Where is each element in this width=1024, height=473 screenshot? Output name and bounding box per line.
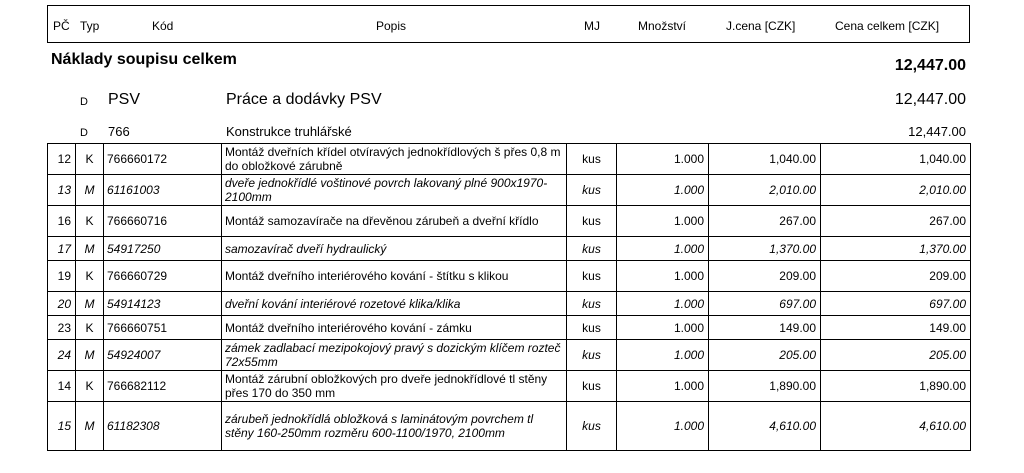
cell-typ: K	[76, 371, 104, 402]
summary-total: 12,447.00	[894, 57, 966, 74]
table-row	[48, 237, 971, 261]
table-header	[47, 5, 970, 43]
cell-jcena: 697.00	[709, 292, 821, 316]
table-row	[48, 371, 971, 402]
cell-typ: K	[76, 206, 104, 237]
cell-mj: kus	[567, 371, 617, 402]
cell-kod: 766660716	[104, 206, 222, 237]
cell-kod: 766660729	[104, 261, 222, 292]
cell-mj: kus	[567, 340, 617, 371]
cell-mnozstvi: 1.000	[617, 371, 709, 402]
cell-kod: 766660751	[104, 316, 222, 340]
col-header-cena-celkem: Cena celkem [CZK]	[835, 19, 940, 33]
section-code: PSV	[108, 91, 141, 108]
cell-mnozstvi: 1.000	[617, 206, 709, 237]
cell-cena: 149.00	[821, 316, 971, 340]
cell-kod: 61161003	[104, 175, 222, 206]
cell-mj: kus	[567, 292, 617, 316]
cell-popis: zámek zadlabací mezipokojový pravý s dozickým klíčem rozteč 72x55mm	[222, 340, 567, 371]
cell-mj: kus	[567, 206, 617, 237]
cell-mnozstvi: 1.000	[617, 237, 709, 261]
col-header-typ: Typ	[80, 19, 100, 33]
cell-mj: kus	[567, 144, 617, 175]
cell-jcena: 205.00	[709, 340, 821, 371]
cell-mnozstvi: 1.000	[617, 144, 709, 175]
cell-mj: kus	[567, 237, 617, 261]
table-row	[48, 144, 971, 175]
cell-mnozstvi: 1.000	[617, 261, 709, 292]
section-total: 12,447.00	[894, 91, 966, 108]
col-header-mj: MJ	[584, 19, 600, 33]
cell-mnozstvi: 1.000	[617, 175, 709, 206]
cell-cena: 2,010.00	[821, 175, 971, 206]
cell-kod: 54924007	[104, 340, 222, 371]
summary-title: Náklady soupisu celkem	[51, 51, 237, 68]
cell-popis: Montáž dveřního interiérového kování - zámku	[222, 316, 567, 340]
cell-popis: samozavírač dveří hydraulický	[222, 237, 567, 261]
col-header-jcena: J.cena [CZK]	[726, 19, 796, 33]
cell-mj: kus	[567, 261, 617, 292]
col-header-popis: Popis	[376, 19, 407, 33]
cell-kod: 766660172	[104, 144, 222, 175]
cell-pc: 17	[48, 237, 76, 261]
cell-pc: 15	[48, 402, 76, 451]
cell-kod: 766682112	[104, 371, 222, 402]
cell-pc: 13	[48, 175, 76, 206]
cell-popis: zárubeň jednokřídlá obložková s laminátovým povrchem tl stěny 160-250mm rozměru 600-1100/1970, 2100mm	[222, 402, 567, 451]
cell-jcena: 1,890.00	[709, 371, 821, 402]
cell-jcena: 2,010.00	[709, 175, 821, 206]
cell-kod: 61182308	[104, 402, 222, 451]
cell-mnozstvi: 1.000	[617, 316, 709, 340]
cell-jcena: 1,040.00	[709, 144, 821, 175]
table-row	[48, 261, 971, 292]
cell-pc: 12	[48, 144, 76, 175]
table-row	[48, 292, 971, 316]
cell-pc: 16	[48, 206, 76, 237]
section-marker: D	[80, 96, 88, 108]
cell-cena: 1,370.00	[821, 237, 971, 261]
col-header-kod: Kód	[152, 19, 174, 33]
cell-jcena: 209.00	[709, 261, 821, 292]
cell-cena: 267.00	[821, 206, 971, 237]
cell-jcena: 149.00	[709, 316, 821, 340]
cell-pc: 19	[48, 261, 76, 292]
cell-popis: Montáž zárubní obložkových pro dveře jednokřídlové tl stěny přes 170 do 350 mm	[222, 371, 567, 402]
cell-cena: 1,890.00	[821, 371, 971, 402]
cell-popis: Montáž dveřních křídel otvíravých jednokřídlových š přes 0,8 m do obložkové zárubně	[222, 144, 567, 175]
cell-jcena: 4,610.00	[709, 402, 821, 451]
items-table	[47, 143, 971, 451]
table-row	[48, 175, 971, 206]
cell-cena: 205.00	[821, 340, 971, 371]
cell-popis: dveře jednokřídlé voštinové povrch lakovaný plné 900x1970-2100mm	[222, 175, 567, 206]
cell-typ: M	[76, 292, 104, 316]
cell-typ: K	[76, 144, 104, 175]
table-row	[48, 340, 971, 371]
cell-cena: 209.00	[821, 261, 971, 292]
cell-typ: K	[76, 316, 104, 340]
cell-kod: 54917250	[104, 237, 222, 261]
cell-mj: kus	[567, 402, 617, 451]
cell-cena: 4,610.00	[821, 402, 971, 451]
cell-popis: dveřní kování interiérové rozetové klika/klika	[222, 292, 567, 316]
cell-jcena: 1,370.00	[709, 237, 821, 261]
table-row	[48, 316, 971, 340]
subsection-marker: D	[80, 127, 88, 139]
cell-jcena: 267.00	[709, 206, 821, 237]
cell-popis: Montáž dveřního interiérového kování - štítku s klikou	[222, 261, 567, 292]
subsection-code: 766	[108, 124, 130, 139]
subsection-name: Konstrukce truhlářské	[226, 124, 352, 139]
cell-mnozstvi: 1.000	[617, 292, 709, 316]
cell-cena: 1,040.00	[821, 144, 971, 175]
cell-pc: 24	[48, 340, 76, 371]
col-header-mnozstvi: Množství	[638, 19, 687, 33]
cell-typ: K	[76, 261, 104, 292]
cell-mnozstvi: 1.000	[617, 340, 709, 371]
cell-typ: M	[76, 402, 104, 451]
subsection-total: 12,447.00	[908, 124, 966, 139]
col-header-pc: PČ	[53, 19, 70, 33]
cell-mnozstvi: 1.000	[617, 402, 709, 451]
cell-cena: 697.00	[821, 292, 971, 316]
cell-kod: 54914123	[104, 292, 222, 316]
cell-typ: M	[76, 237, 104, 261]
cell-pc: 14	[48, 371, 76, 402]
table-row	[48, 206, 971, 237]
cell-mj: kus	[567, 175, 617, 206]
section-name: Práce a dodávky PSV	[226, 91, 382, 108]
cell-typ: M	[76, 340, 104, 371]
cell-popis: Montáž samozavírače na dřevěnou zárubeň a dveřní křídlo	[222, 206, 567, 237]
cell-mj: kus	[567, 316, 617, 340]
table-row	[48, 402, 971, 451]
cell-typ: M	[76, 175, 104, 206]
cell-pc: 20	[48, 292, 76, 316]
cell-pc: 23	[48, 316, 76, 340]
